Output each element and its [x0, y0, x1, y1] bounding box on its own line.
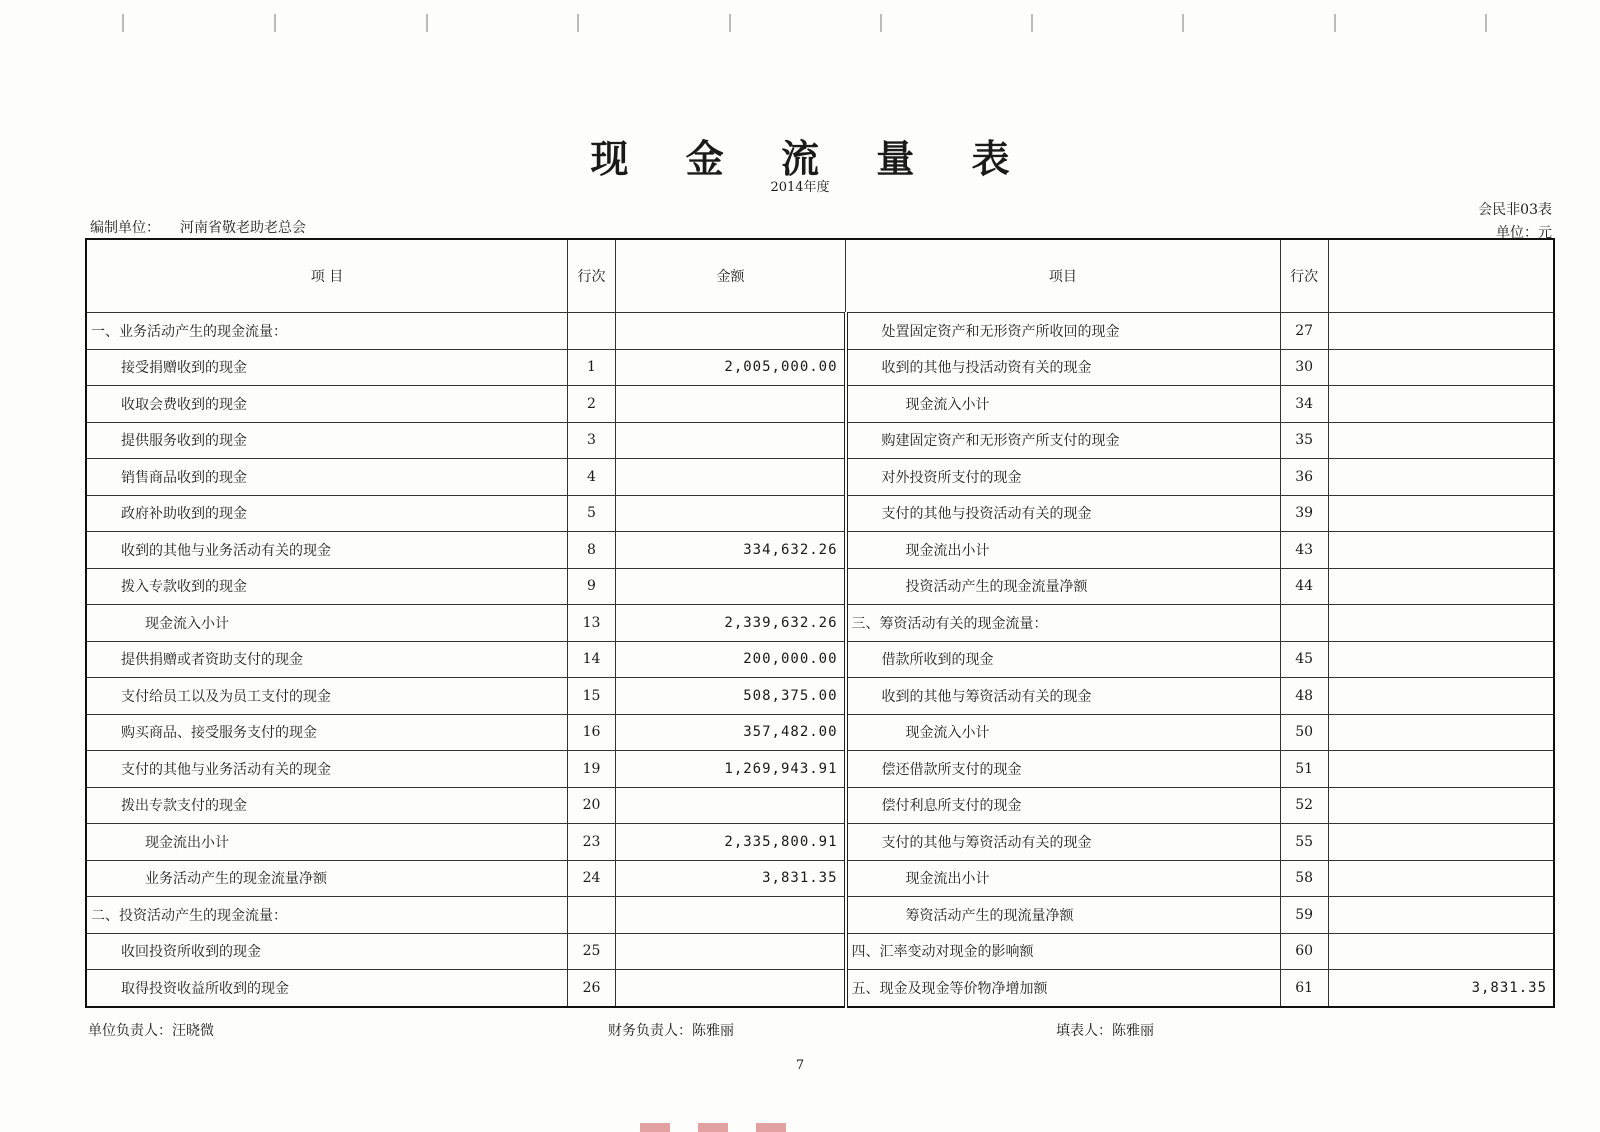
left-amount-cell: [615, 568, 845, 605]
right-amount-cell: [1328, 568, 1554, 605]
right-item-cell: 筹资活动产生的现流量净额: [846, 897, 1281, 934]
left-line-cell: 15: [568, 678, 616, 715]
right-line-cell: 35: [1280, 422, 1328, 459]
right-item-cell: 对外投资所支付的现金: [846, 459, 1281, 496]
left-line-cell: 3: [568, 422, 616, 459]
header-line: 行次: [568, 239, 616, 313]
finance-head-label: 财务负责人：: [608, 1023, 692, 1039]
table-row: [86, 532, 1554, 569]
right-line-cell: [1280, 605, 1328, 642]
right-item-cell: 借款所收到的现金: [846, 641, 1281, 678]
right-amount-cell: [1328, 787, 1554, 824]
cash-flow-table: [85, 238, 1555, 1008]
left-line-cell: 19: [568, 751, 616, 788]
right-amount-cell: [1328, 349, 1554, 386]
left-line-cell: 5: [568, 495, 616, 532]
left-line-cell: 16: [568, 714, 616, 751]
right-line-cell: 36: [1280, 459, 1328, 496]
table-row: [86, 605, 1554, 642]
table-row: [86, 897, 1554, 934]
right-line-cell: 50: [1280, 714, 1328, 751]
right-line-cell: 58: [1280, 860, 1328, 897]
right-item-cell: 购建固定资产和无形资产所支付的现金: [846, 422, 1281, 459]
left-item-cell: 业务活动产生的现金流量净额: [86, 860, 568, 897]
right-item-cell: 支付的其他与投资活动有关的现金: [846, 495, 1281, 532]
right-line-cell: 52: [1280, 787, 1328, 824]
right-amount-cell: [1328, 824, 1554, 861]
left-item-cell: 提供服务收到的现金: [86, 422, 568, 459]
left-amount-cell: [615, 313, 845, 350]
org-label: 编制单位：: [90, 220, 160, 236]
right-line-cell: 34: [1280, 386, 1328, 423]
right-item-cell: 收到的其他与投活动资有关的现金: [846, 349, 1281, 386]
right-line-cell: 48: [1280, 678, 1328, 715]
table-row: [86, 422, 1554, 459]
left-item-cell: 拨出专款支付的现金: [86, 787, 568, 824]
preparer-label: 填表人：: [1056, 1023, 1112, 1039]
left-line-cell: 2: [568, 386, 616, 423]
table-row: [86, 313, 1554, 350]
preparing-organization: [90, 217, 306, 237]
left-item-cell: 政府补助收到的现金: [86, 495, 568, 532]
right-line-cell: 61: [1280, 970, 1328, 1007]
right-amount-cell: [1328, 459, 1554, 496]
header-amount-right: [1328, 239, 1554, 313]
right-item-cell: 现金流入小计: [846, 714, 1281, 751]
left-item-cell: 销售商品收到的现金: [86, 459, 568, 496]
right-amount-cell: [1328, 860, 1554, 897]
unit-head-label: 单位负责人：: [88, 1023, 172, 1039]
table-row: [86, 386, 1554, 423]
left-item-cell: 一、业务活动产生的现金流量：: [86, 313, 568, 350]
org-name: 河南省敬老助老总会: [180, 220, 306, 236]
right-item-cell: 投资活动产生的现金流量净额: [846, 568, 1281, 605]
header-item-right: 项目: [846, 239, 1281, 313]
finance-head-signature: [608, 1020, 734, 1040]
table-row: [86, 824, 1554, 861]
table-row: [86, 860, 1554, 897]
preparer-name: 陈雅丽: [1112, 1023, 1154, 1039]
left-line-cell: 4: [568, 459, 616, 496]
table-row: [86, 459, 1554, 496]
right-item-cell: 偿付利息所支付的现金: [846, 787, 1281, 824]
left-line-cell: 25: [568, 933, 616, 970]
left-item-cell: 现金流出小计: [86, 824, 568, 861]
left-amount-cell: [615, 459, 845, 496]
preparer-signature: [1056, 1020, 1154, 1040]
right-amount-cell: [1328, 897, 1554, 934]
right-item-cell: 偿还借款所支付的现金: [846, 751, 1281, 788]
right-line-cell: 60: [1280, 933, 1328, 970]
right-line-cell: 39: [1280, 495, 1328, 532]
left-line-cell: [568, 313, 616, 350]
fiscal-year: 2014年度: [770, 180, 830, 195]
right-line-cell: 45: [1280, 641, 1328, 678]
left-line-cell: 23: [568, 824, 616, 861]
form-code: 会民非03表: [1478, 202, 1552, 218]
page-number: 7: [795, 1058, 805, 1073]
left-amount-cell: 2,339,632.26: [615, 605, 845, 642]
right-line-cell: 43: [1280, 532, 1328, 569]
left-line-cell: [568, 897, 616, 934]
left-line-cell: 20: [568, 787, 616, 824]
left-amount-cell: 508,375.00: [615, 678, 845, 715]
right-item-cell: 现金流出小计: [846, 860, 1281, 897]
left-amount-cell: [615, 933, 845, 970]
table-row: [86, 714, 1554, 751]
left-item-cell: 支付给员工以及为员工支付的现金: [86, 678, 568, 715]
table-row: [86, 787, 1554, 824]
left-item-cell: 现金流入小计: [86, 605, 568, 642]
table-row: [86, 970, 1554, 1007]
right-amount-cell: 3,831.35: [1328, 970, 1554, 1007]
left-amount-cell: [615, 897, 845, 934]
left-amount-cell: [615, 970, 845, 1007]
right-item-cell: 现金流出小计: [846, 532, 1281, 569]
left-line-cell: 14: [568, 641, 616, 678]
right-amount-cell: [1328, 641, 1554, 678]
right-amount-cell: [1328, 386, 1554, 423]
right-item-cell: 三、筹资活动有关的现金流量：: [846, 605, 1281, 642]
left-item-cell: 提供捐赠或者资助支付的现金: [86, 641, 568, 678]
header-amount: 金额: [615, 239, 845, 313]
left-item-cell: 收到的其他与业务活动有关的现金: [86, 532, 568, 569]
right-item-cell: 收到的其他与筹资活动有关的现金: [846, 678, 1281, 715]
left-amount-cell: 334,632.26: [615, 532, 845, 569]
left-amount-cell: 2,335,800.91: [615, 824, 845, 861]
left-amount-cell: [615, 787, 845, 824]
table-row: [86, 751, 1554, 788]
left-amount-cell: [615, 386, 845, 423]
right-item-cell: 处置固定资产和无形资产所收回的现金: [846, 313, 1281, 350]
right-amount-cell: [1328, 933, 1554, 970]
left-item-cell: 接受捐赠收到的现金: [86, 349, 568, 386]
right-item-cell: 五、现金及现金等价物净增加额: [846, 970, 1281, 1007]
right-line-cell: 44: [1280, 568, 1328, 605]
table-row: [86, 495, 1554, 532]
table-row: [86, 641, 1554, 678]
right-amount-cell: [1328, 605, 1554, 642]
document-title: 现 金 流 量 表: [590, 136, 1032, 181]
right-line-cell: 55: [1280, 824, 1328, 861]
left-item-cell: 取得投资收益所收到的现金: [86, 970, 568, 1007]
finance-head-name: 陈雅丽: [692, 1023, 734, 1039]
right-line-cell: 51: [1280, 751, 1328, 788]
left-line-cell: 13: [568, 605, 616, 642]
left-amount-cell: [615, 422, 845, 459]
right-item-cell: 现金流入小计: [846, 386, 1281, 423]
left-item-cell: 收取会费收到的现金: [86, 386, 568, 423]
left-item-cell: 收回投资所收到的现金: [86, 933, 568, 970]
left-line-cell: 26: [568, 970, 616, 1007]
right-amount-cell: [1328, 495, 1554, 532]
left-item-cell: 支付的其他与业务活动有关的现金: [86, 751, 568, 788]
left-item-cell: 购买商品、接受服务支付的现金: [86, 714, 568, 751]
left-item-cell: 拨入专款收到的现金: [86, 568, 568, 605]
right-line-cell: 27: [1280, 313, 1328, 350]
left-item-cell: 二、投资活动产生的现金流量：: [86, 897, 568, 934]
right-item-cell: 四、汇率变动对现金的影响额: [846, 933, 1281, 970]
right-line-cell: 30: [1280, 349, 1328, 386]
left-amount-cell: 357,482.00: [615, 714, 845, 751]
table-row: [86, 568, 1554, 605]
left-line-cell: 1: [568, 349, 616, 386]
left-amount-cell: [615, 495, 845, 532]
right-amount-cell: [1328, 714, 1554, 751]
currency-unit: 单位：元: [1496, 225, 1552, 241]
right-amount-cell: [1328, 532, 1554, 569]
table-row: [86, 678, 1554, 715]
right-item-cell: 支付的其他与筹资活动有关的现金: [846, 824, 1281, 861]
left-amount-cell: 1,269,943.91: [615, 751, 845, 788]
right-amount-cell: [1328, 313, 1554, 350]
left-line-cell: 24: [568, 860, 616, 897]
unit-head-signature: [88, 1020, 214, 1040]
left-amount-cell: 2,005,000.00: [615, 349, 845, 386]
red-seal-fragment: [640, 1118, 880, 1132]
table-row: [86, 933, 1554, 970]
right-amount-cell: [1328, 751, 1554, 788]
header-item: 项 目: [86, 239, 568, 313]
table-row: [86, 349, 1554, 386]
left-line-cell: 8: [568, 532, 616, 569]
header-line-right: 行次: [1280, 239, 1328, 313]
right-amount-cell: [1328, 678, 1554, 715]
left-line-cell: 9: [568, 568, 616, 605]
scan-edge-marks: [0, 14, 1600, 38]
right-line-cell: 59: [1280, 897, 1328, 934]
left-amount-cell: 3,831.35: [615, 860, 845, 897]
unit-head-name: 汪晓微: [172, 1023, 214, 1039]
table-header-row: [86, 239, 1554, 313]
left-amount-cell: 200,000.00: [615, 641, 845, 678]
right-amount-cell: [1328, 422, 1554, 459]
